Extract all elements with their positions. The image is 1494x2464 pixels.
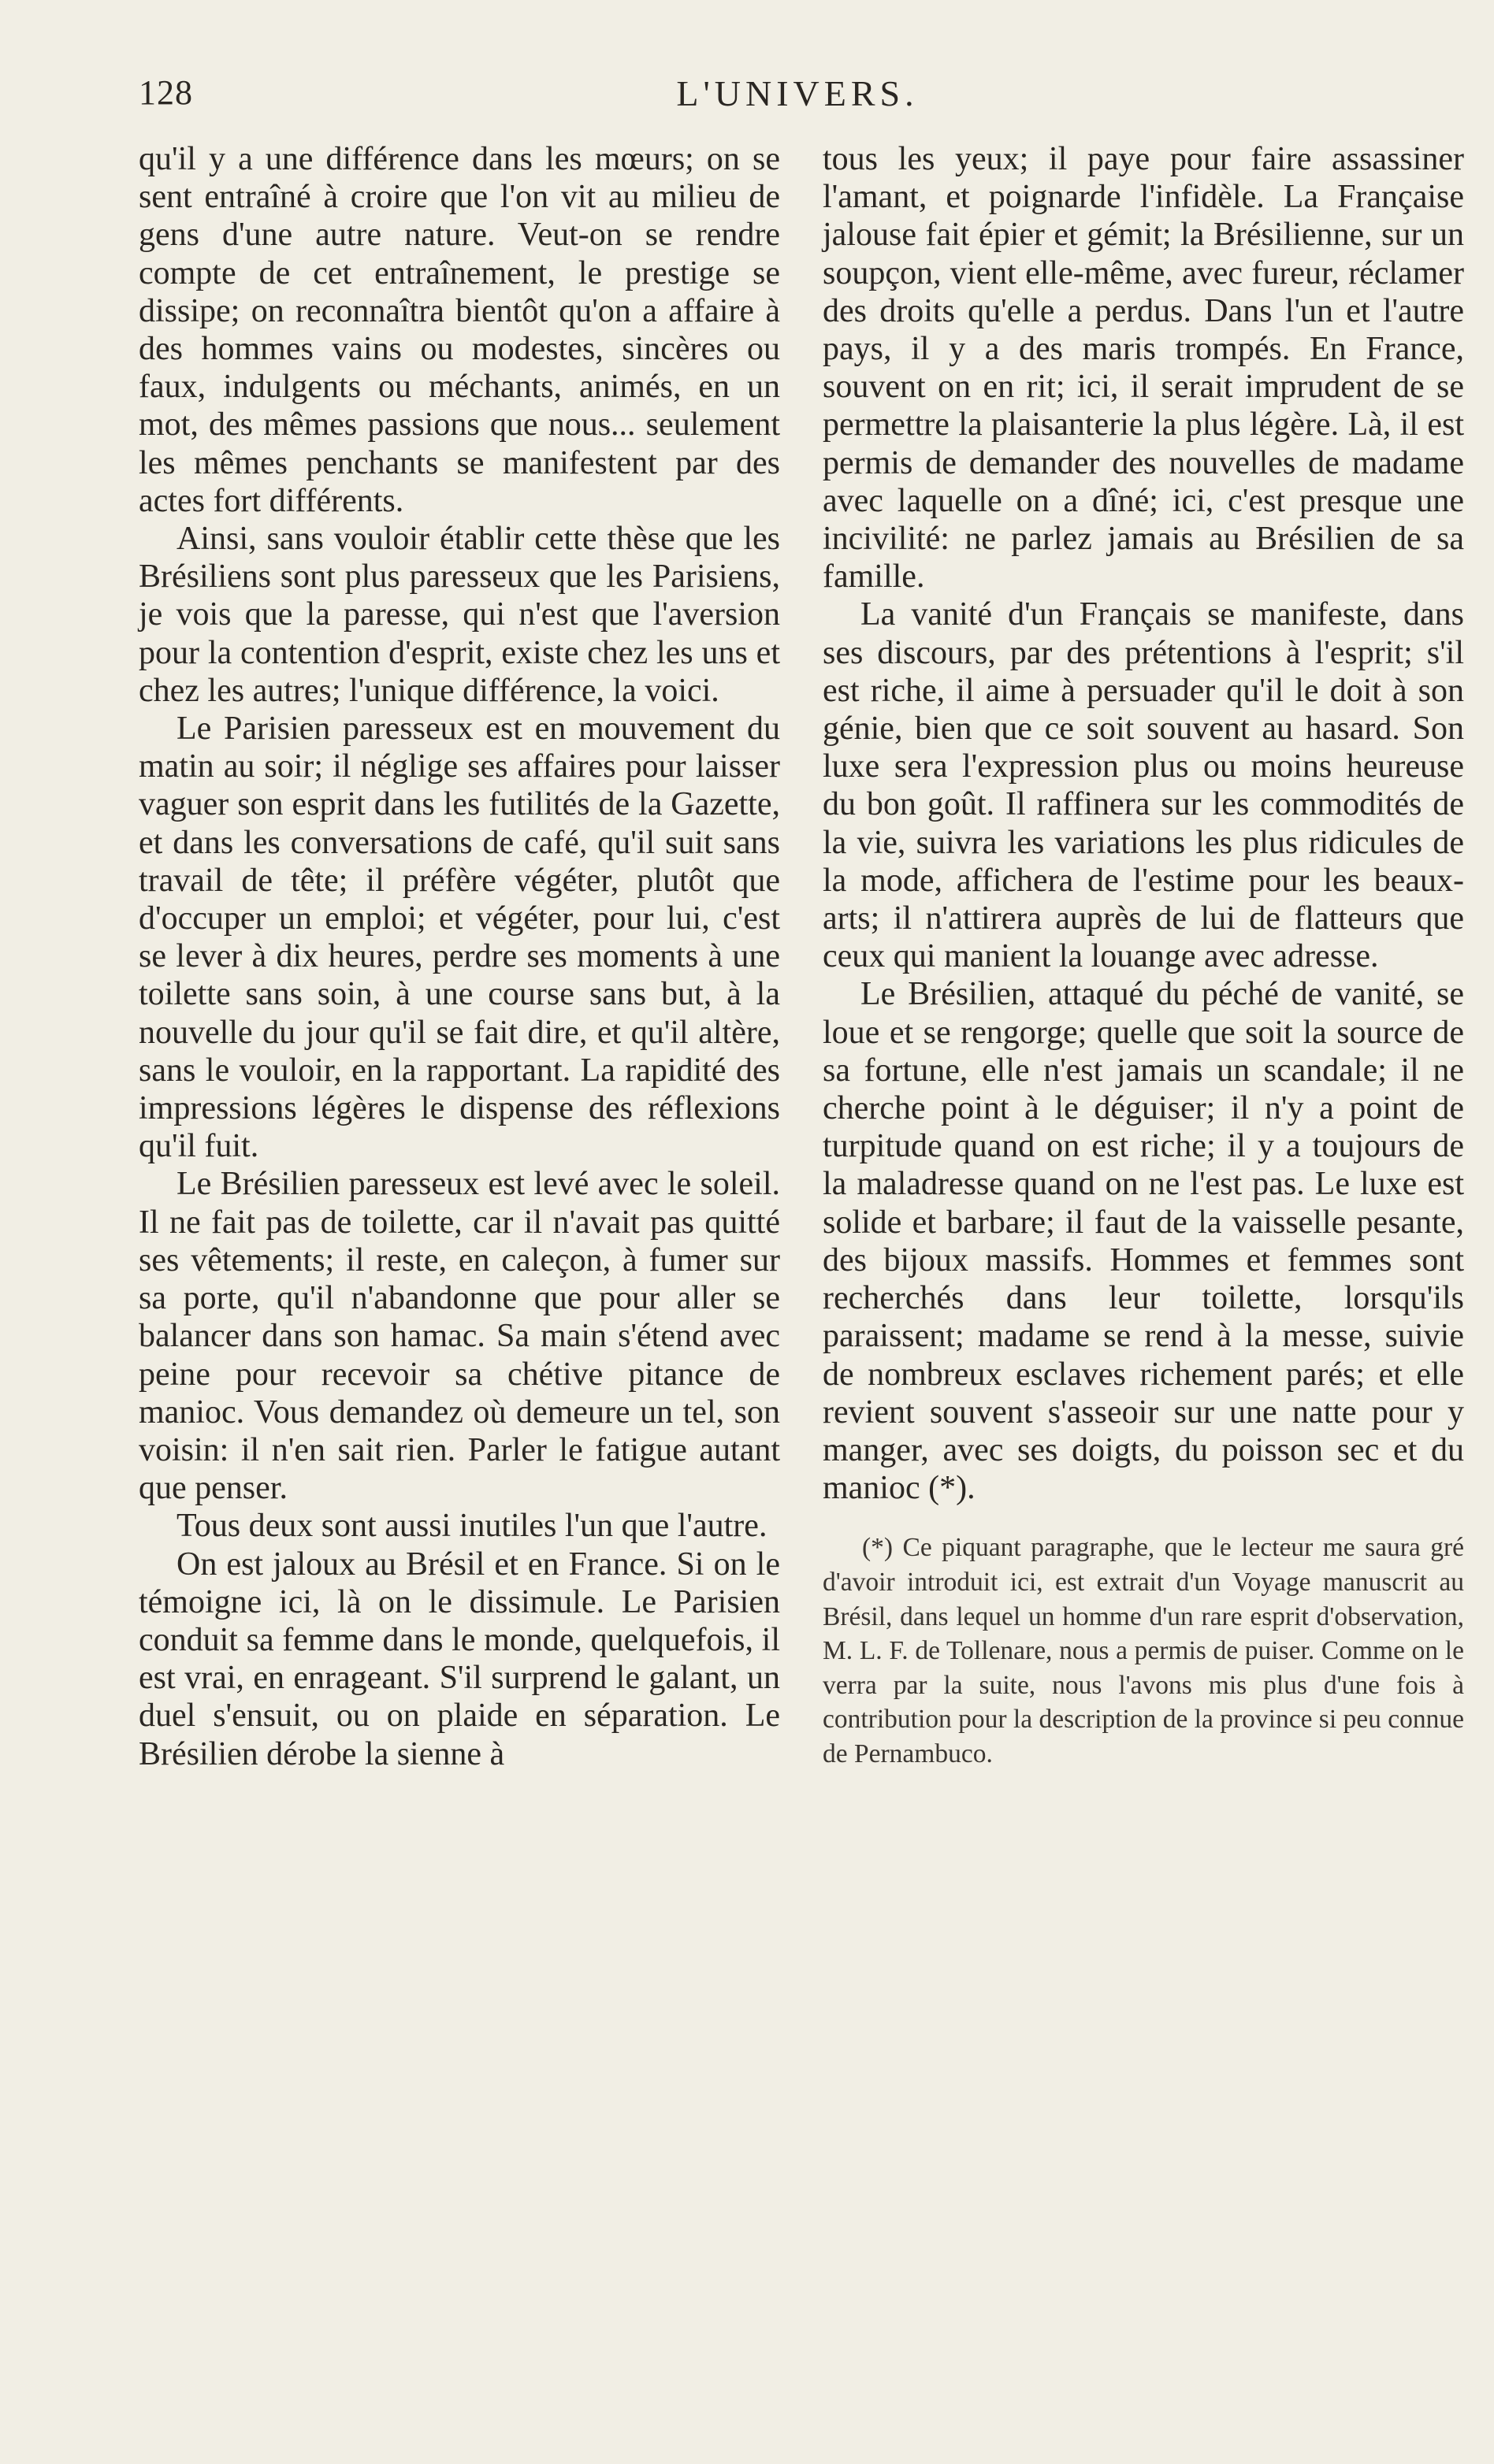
running-title: L'UNIVERS.	[676, 73, 919, 113]
paragraph: tous les yeux; il paye pour faire assassiner l'amant, et poignarde l'infidèle. La Française jalouse fait épier et gémit; la Brésilienne, sur un soupçon, vient elle-même, avec fureur, réclamer des droits qu'elle a perdus. Dans l'un et l'autre pays, il y a des maris trompés. En France, souvent on en rit; ici, il serait imprudent de se permettre la plaisanterie la plus légère. Là, il est permis de demander des nouvelles de madame avec laquelle on a dîné; ici, c'est presque une incivilité: ne parlez jamais au Brésilien de sa famille.	[823, 141, 1464, 596]
page-number: 128	[139, 73, 193, 112]
paragraph: Le Brésilien paresseux est levé avec le soleil. Il ne fait pas de toilette, car il n'avait pas quitté ses vêtements; il reste, en caleçon, à fumer sur sa porte, qu'il n'abandonne que pour aller se balancer dans son hamac. Sa main s'étend avec peine pour recevoir sa chétive pitance de manioc. Vous demandez où demeure un tel, son voisin: il n'en sait rien. Parler le fatigue autant que penser.	[139, 1166, 780, 1507]
paragraph: Le Parisien paresseux est en mouvement du matin au soir; il néglige ses affaires pour laisser vaguer son esprit dans les futilités de la Gazette, et dans les conversations de café, qu'il suit sans travail de tête; il préfère végéter, plutôt que d'occuper un emploi; et végéter, pour lui, c'est se lever à dix heures, perdre ses moments à une toilette sans soin, à une course sans but, à la nouvelle du jour qu'il se fait dire, et qu'il altère, sans le vouloir, en la rapportant. La rapidité des impressions légères le dispense des réflexions qu'il fuit.	[139, 711, 780, 1165]
footnote: (*) Ce piquant paragraphe, que le lecteur me saura gré d'avoir introduit ici, est extrait d'un Voyage manuscrit au Brésil, dans lequel un homme d'un rare esprit d'observation, M. L. F. de Tollenare, nous a permis de puiser. Comme on le verra par la suite, nous l'avons mis plus d'une fois à contribution pour la description de la province si peu connue de Pernambuco.	[823, 1533, 1465, 1768]
paragraph: qu'il y a une différence dans les mœurs; on se sent entraîné à croire que l'on vit au milieu de gens d'une autre nature. Veut-on se rendre compte de cet entraînement, le prestige se dissipe; on reconnaîtra bientôt qu'on a affaire à des hommes vains ou modestes, sincères ou faux, indulgents ou méchants, animés, en un mot, des mêmes passions que nous... seulement les mêmes penchants se manifestent par des actes fort différents.	[139, 141, 780, 519]
left-column	[139, 140, 780, 1773]
page-header	[139, 72, 1456, 123]
paragraph: La vanité d'un Français se manifeste, dans ses discours, par des prétentions à l'esprit; s'il est riche, il aime à persuader qu'il le doit à son génie, bien que ce soit souvent au hasard. Son luxe sera l'expression plus ou moins heureuse du bon goût. Il raffinera sur les commodités de la vie, suivra les variations les plus ridicules de la mode, affichera de l'estime pour les beaux-arts; il n'attirera auprès de lui de flatteurs que ceux qui manient la louange avec adresse.	[823, 596, 1464, 975]
paragraph: Le Brésilien, attaqué du péché de vanité, se loue et se rengorge; quelle que soit la source de sa fortune, elle n'est jamais un scandale; il ne cherche point à le déguiser; il n'y a point de turpitude quand on est riche; il y a toujours de la maladresse quand on ne l'est pas. Le luxe est solide et barbare; il faut de la vaisselle pesante, des bijoux massifs. Hommes et femmes sont recherchés dans leur toilette, lorsqu'ils paraissent; madame se rend à la messe, suivie de nombreux esclaves richement parés; et elle revient souvent s'asseoir sur une natte pour y manger, avec ses doigts, du poisson sec et du manioc (*).	[823, 976, 1464, 1507]
paragraph: On est jaloux au Brésil et en France. Si on le témoigne ici, là on le dissimule. Le Parisien conduit sa femme dans le monde, quelquefois, il est vrai, en enrageant. S'il surprend le galant, un duel s'ensuit, ou on plaide en séparation. Le Brésilien dérobe la sienne à	[139, 1546, 780, 1772]
paragraph: Tous deux sont aussi inutiles l'un que l'autre.	[177, 1508, 767, 1545]
paragraph: Ainsi, sans vouloir établir cette thèse que les Brésiliens sont plus paresseux que les Parisiens, je vois que la paresse, qui n'est que l'aversion pour la contention d'esprit, existe chez les uns et chez les autres; l'unique différence, la voici.	[139, 521, 780, 709]
right-column	[823, 140, 1464, 1798]
